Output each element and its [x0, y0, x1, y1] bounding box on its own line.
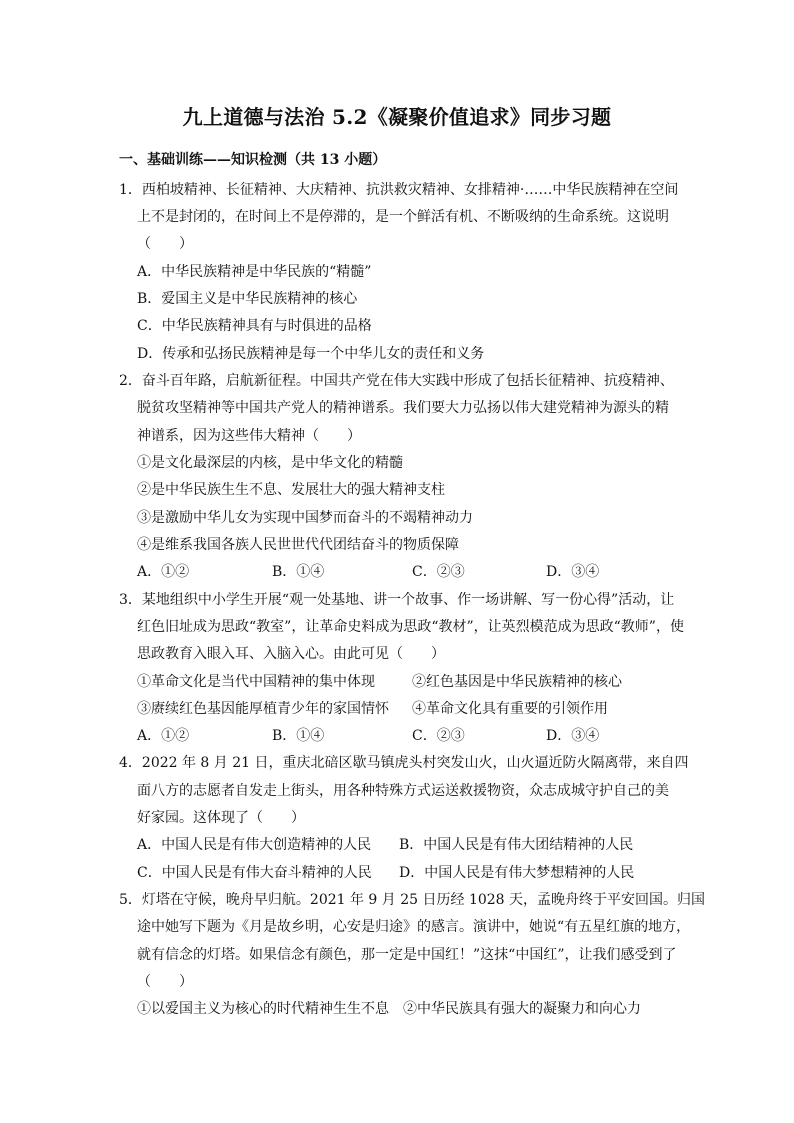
- question-1-line-3: （ ）: [137, 236, 193, 252]
- question-2-line-1: 2．奋斗百年路，启航新征程。中国共产党在伟大实践中形成了包括长征精神、抗疫精神、: [119, 373, 674, 389]
- question-3-statement-3: ③赓续红色基因能厚植青少年的家国情怀: [137, 701, 389, 717]
- question-3-line-3: 思政教育入眼入耳、入脑入心。由此可见（ ）: [137, 646, 445, 662]
- question-4-option-a: A．中国人民是有伟大创造精神的人民: [137, 837, 372, 853]
- question-4-option-d: D．中国人民是有伟大梦想精神的人民: [399, 865, 635, 881]
- question-3-line-1: 3．某地组织中小学生开展“观一处基地、讲一个故事、作一场讲解、写一份心得”活动，让: [119, 592, 675, 608]
- question-2-statement-2: ②是中华民族生生不息、发展壮大的强大精神支柱: [137, 482, 445, 498]
- question-2-statement-4: ④是维系我国各族人民世世代代团结奋斗的物质保障: [137, 537, 459, 553]
- section-heading: 一、基础训练——知识检测（共 13 小题）: [119, 152, 387, 168]
- question-3-option-c: C．②③: [412, 728, 465, 744]
- question-4-option-c: C．中国人民是有伟大奋斗精神的人民: [137, 865, 372, 881]
- question-3-option-a: A．①②: [137, 728, 190, 744]
- question-3-statement-4: ④革命文化具有重要的引领作用: [412, 701, 608, 717]
- question-1-line-1: 1．西柏坡精神、长征精神、大庆精神、抗洪救灾精神、女排精神·……中华民族精神在空间: [119, 182, 679, 198]
- question-1-line-2: 上不是封闭的，在时间上不是停滞的，是一个鲜活有机、不断吸纳的生命系统。这说明: [137, 209, 669, 225]
- question-4-line-1: 4．2022 年 8 月 21 日，重庆北碚区歇马镇虎头村突发山火，山火逼近防火隔离带，来自四: [119, 755, 689, 771]
- question-5-statement-1: ①以爱国主义为核心的时代精神生生不息: [137, 1001, 389, 1017]
- question-2-option-a: A．①②: [137, 564, 190, 580]
- question-2-line-3: 神谱系，因为这些伟大精神（ ）: [137, 428, 361, 444]
- question-5-line-2: 途中她写下题为《月是故乡明，心安是归途》的感言。演讲中，她说“有五星红旗的地方，: [137, 919, 691, 935]
- question-4-line-2: 面八方的志愿者自发走上街头，用各种特殊方式运送救援物资，众志成城守护自己的美: [137, 783, 669, 799]
- question-2-option-b: B．①④: [272, 564, 325, 580]
- question-3-option-b: B．①④: [272, 728, 325, 744]
- question-4-option-b: B．中国人民是有伟大团结精神的人民: [399, 837, 634, 853]
- question-2-statement-3: ③是激励中华儿女为实现中国梦而奋斗的不竭精神动力: [137, 510, 473, 526]
- question-2-line-2: 脱贫攻坚精神等中国共产党人的精神谱系。我们要大力弘扬以伟大建党精神为源头的精: [137, 400, 669, 416]
- question-3-statement-1: ①革命文化是当代中国精神的集中体现: [137, 674, 375, 690]
- page-title: 九上道德与法治 5.2《凝聚价值追求》同步习题: [182, 105, 612, 129]
- question-5-line-4: （ ）: [137, 974, 193, 990]
- question-1-option-b: B．爱国主义是中华民族精神的核心: [137, 291, 358, 307]
- question-3-statement-2: ②红色基因是中华民族精神的核心: [412, 674, 622, 690]
- question-1-option-c: C．中华民族精神具有与时俱进的品格: [137, 318, 372, 334]
- question-3-option-d: D．③④: [546, 728, 600, 744]
- question-1-option-a: A．中华民族精神是中华民族的“精髓”: [137, 264, 372, 280]
- question-1-option-d: D．传承和弘扬民族精神是每一个中华儿女的责任和义务: [137, 346, 485, 362]
- question-5-statement-2: ②中华民族具有强大的凝聚力和向心力: [403, 1001, 641, 1017]
- question-2-option-c: C．②③: [412, 564, 465, 580]
- question-2-statement-1: ①是文化最深层的内核，是中华文化的精髓: [137, 455, 403, 471]
- question-3-line-2: 红色旧址成为思政“教室”，让革命史料成为思政“教材”，让英烈模范成为思政“教师”，使: [137, 619, 684, 635]
- question-5-line-1: 5．灯塔在守候，晚舟早归航。2021 年 9 月 25 日历经 1028 天，孟晚舟终于平安回国。归国: [119, 892, 706, 908]
- question-2-option-d: D．③④: [546, 564, 600, 580]
- question-4-line-3: 好家园。这体现了（ ）: [137, 810, 305, 826]
- question-5-line-3: 就有信念的灯塔。如果信念有颜色，那一定是中国红！”这抹“中国红”，让我们感受到了: [137, 947, 677, 963]
